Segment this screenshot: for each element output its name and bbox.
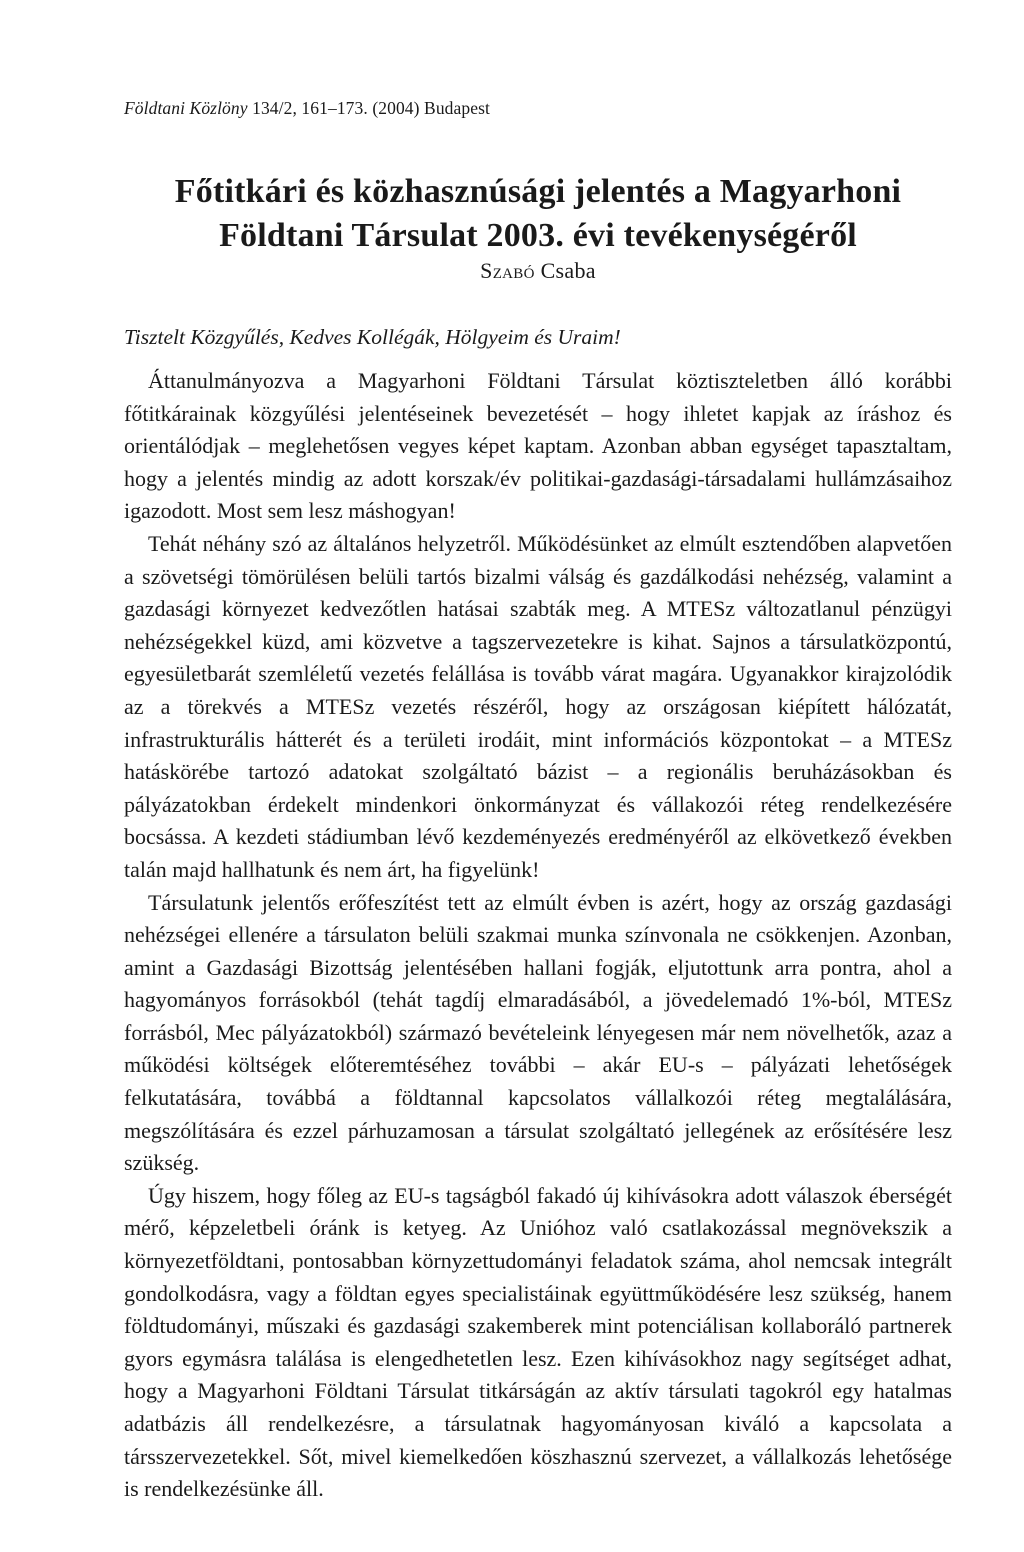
body-paragraph-3: Társulatunk jelentős erőfeszítést tett az elmúlt évben is azért, hogy az ország gazdasági nehézségei ellenére a társulaton belüli szakmai munka színvonala ne csökkenjen. Azonban, amint a Gazdasági Bizottság jelentésében hallani fogják, eljutottunk arra pontra, ahol a hagyományos forrásokból (tehát tagdíj elmaradásából, a jövedelemadó 1%-ból, MTESz forrásból, Mec pályázatokból) származó bevételeink lényegesen már nem növelhetők, azaz a működési költségek előteremtéséhez további – akár EU-s – pályázati lehetőségek felkutatására, továbbá a földtannal kapcsolatos vállalkozói réteg megtalálására, megszólítására és ezzel párhuzamosan a társulat szolgáltató jellegének az erősítésére lesz szükség. <box>124 889 952 1176</box>
article-title <box>124 170 952 258</box>
author-given-name: Csaba <box>540 258 596 283</box>
salutation: Tisztelt Közgyűlés, Kedves Kollégák, Hölgyeim és Uraim! <box>124 325 621 349</box>
author-surname: Szabó <box>480 258 535 283</box>
article-title-line-1: Főtitkári és közhasznúsági jelentés a Magyarhoni <box>174 173 902 210</box>
body-paragraph-2: Tehát néhány szó az általános helyzetről. Működésünket az elmúlt esztendőben alapvetően a szövetségi tömörülésen belüli tartós bizalmi válság és gazdálkodási nehézség, valamint a gazdasági környezet kedvezőtlen hatásai szabták meg. A MTESz változatlanul pénzügyi nehézségekkel küzd, ami közvetve a tagszervezetekre is kihat. Sajnos a társulatközpontú, egyesületbarát szemléletű vezetés felállása is tovább várat magára. Ugyanakkor kirajzolódik az a törekvés a MTESz vezetés részéről, hogy az országosan kiépített hálózatát, infrastrukturális hátterét és a területi irodáit, mint információs központokat – a MTESz hatáskörébe tartozó adatokat szolgáltató bázist – a regionális beruházásokban és pályázatokban érdekelt mindenkori önkormányzat és vállakozói réteg rendelkezésére bocsássa. A kezdeti stádiumban lévő kezdeményezés eredményéről az elkövetkező években talán majd hallhatunk és nem árt, ha figyelünk! <box>124 530 952 882</box>
journal-name: Földtani Közlöny <box>124 98 248 118</box>
article-body <box>124 365 952 1506</box>
journal-citation: 134/2, 161–173. (2004) Budapest <box>252 98 490 118</box>
article-author <box>124 258 952 284</box>
article-title-line-2: Földtani Társulat 2003. évi tevékenységéről <box>219 217 857 254</box>
body-paragraph-4: Úgy hiszem, hogy főleg az EU-s tagságból fakadó új kihívásokra adott válaszok éberségét mérő, képzeletbeli óránk is ketyeg. Az Unióhoz való csatlakozással megnövekszik a környezetföldtani, pontosabban környzettudományi feladatok száma, ahol nemcsak integrált gondolkodásra, vagy a földtan egyes specialistáinak együttműködésére lesz szükség, hanem földtudományi, műszaki és gazdasági szakemberek mint potenciálisan kollaboráló partnerek gyors egymásra találása is elengedhetetlen lesz. Ezen kihívásokhoz nagy segítséget adhat, hogy a Magyarhoni Földtani Társulat titkárságán az aktív társulati tagokról egy hatalmas adatbázis áll rendelkezésre, a társulatnak hagyományosan kiváló a kapcsolata a társszervezetekkel. Sőt, mivel kiemelkedően köszhasznú szervezet, a vállalkozás lehetősége is rendelkezésünke áll. <box>124 1182 952 1502</box>
journal-reference <box>124 98 490 119</box>
body-paragraph-1: Áttanulmányozva a Magyarhoni Földtani Társulat köztiszteletben álló korábbi főtitkárainak közgyűlési jelentéseinek bevezetését – hogy ihletet kapjak az íráshoz és orientálódjak – meglehetősen vegyes képet kaptam. Azonban abban egységet tapasztaltam, hogy a jelentés mindig az adott korszak/év politikai-gazdasági-társadalami hullámzásaihoz igazodott. Most sem lesz máshogyan! <box>124 368 952 524</box>
